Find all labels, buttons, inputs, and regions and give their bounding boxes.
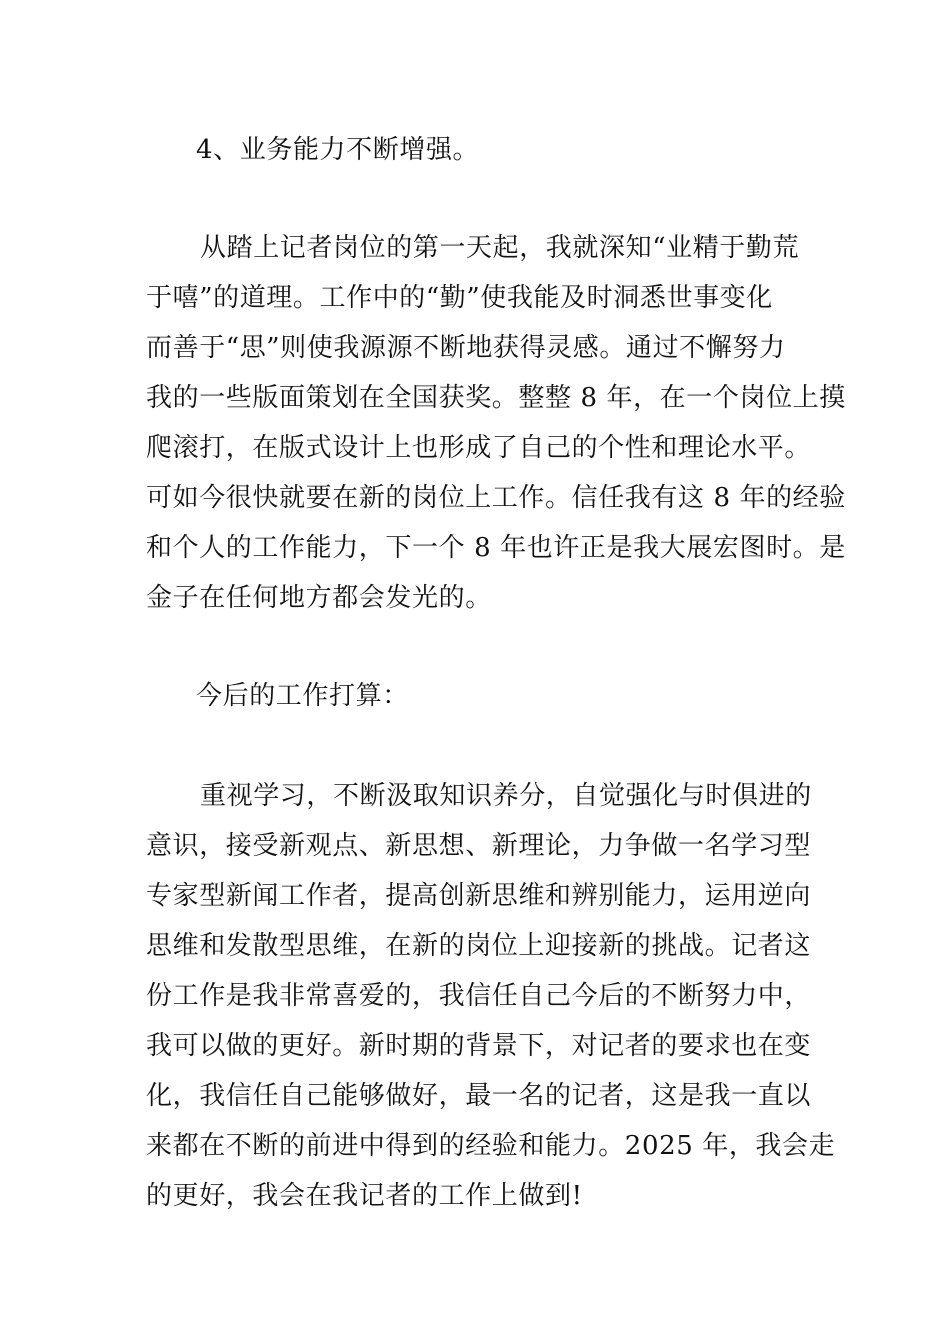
paragraph-line: 的更好，我会在我记者的工作上做到! bbox=[146, 1181, 583, 1211]
paragraph-line: 而善于“思”则使我源源不断地获得灵感。通过不懈努力 bbox=[146, 333, 786, 363]
paragraph-line: 可如今很快就要在新的岗位上工作。信任我有这 8 年的经验 bbox=[146, 483, 846, 513]
paragraph-line: 金子在任何地方都会发光的。 bbox=[146, 583, 492, 613]
paragraph-line: 和个人的工作能力，下一个 8 年也许正是我大展宏图时。是 bbox=[146, 533, 846, 563]
paragraph-line: 化，我信任自己能够做好，最一名的记者，这是我一直以 bbox=[146, 1081, 812, 1111]
paragraph-line: 重视学习，不断汲取知识养分，自觉强化与时俱进的 bbox=[200, 781, 812, 811]
plan-heading: 今后的工作打算： bbox=[196, 681, 409, 711]
paragraph-line: 我可以做的更好。新时期的背景下，对记者的要求也在变 bbox=[146, 1031, 812, 1061]
section-heading: 4、业务能力不断增强。 bbox=[196, 135, 480, 165]
paragraph-line: 从踏上记者岗位的第一天起，我就深知“业精于勤荒 bbox=[200, 233, 800, 263]
paragraph-line: 专家型新闻工作者，提高创新思维和辨别能力，运用逆向 bbox=[146, 881, 812, 911]
paragraph-line: 份工作是我非常喜爱的，我信任自己今后的不断努力中， bbox=[146, 981, 812, 1011]
paragraph-line: 我的一些版面策划在全国获奖。整整 8 年，在一个岗位上摸 bbox=[146, 383, 846, 413]
paragraph-line: 思维和发散型思维，在新的岗位上迎接新的挑战。记者这 bbox=[146, 931, 812, 961]
paragraph-line: 爬滚打，在版式设计上也形成了自己的个性和理论水平。 bbox=[146, 433, 812, 463]
paragraph-line: 于嘻”的道理。工作中的“勤”使我能及时洞悉世事变化 bbox=[146, 283, 773, 313]
paragraph-line: 意识，接受新观点、新思想、新理论，力争做一名学习型 bbox=[146, 831, 812, 861]
paragraph-line: 来都在不断的前进中得到的经验和能力。2025 年，我会走 bbox=[146, 1131, 836, 1161]
